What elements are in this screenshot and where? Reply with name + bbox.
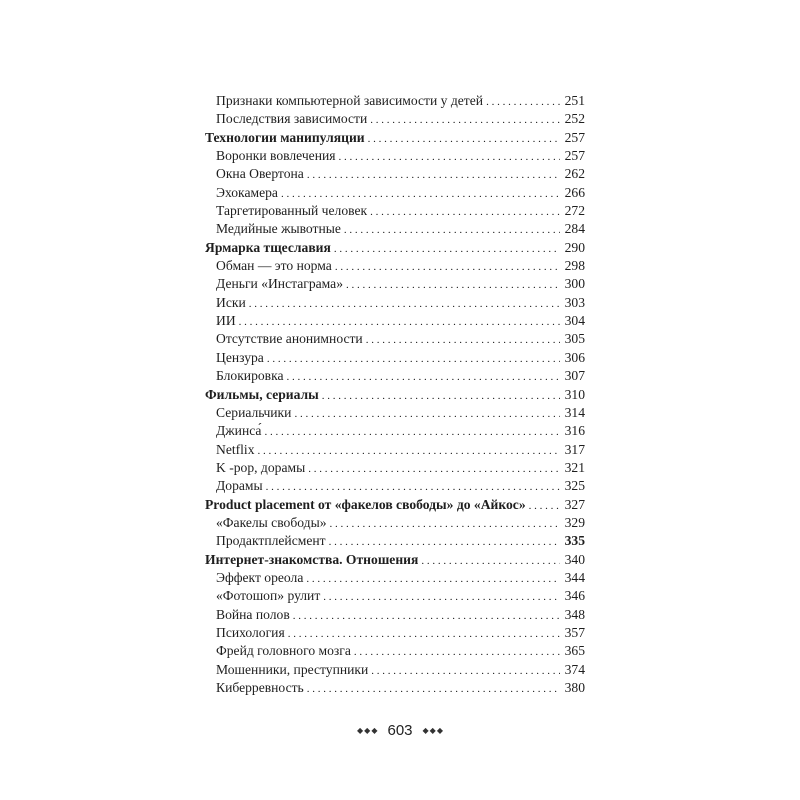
- toc-section-row[interactable]: [205, 514, 585, 532]
- toc-section-row[interactable]: [205, 275, 585, 293]
- toc-page-number: 348: [564, 606, 585, 622]
- toc-entry-title: Сериальчики: [216, 404, 292, 420]
- toc-entry-title: Иски: [216, 294, 246, 310]
- toc-page-number: 346: [564, 588, 585, 604]
- toc-page-number: 344: [564, 569, 585, 585]
- toc-section-row[interactable]: [205, 661, 585, 679]
- toc-page-number: 325: [564, 478, 585, 494]
- dot-leader: [267, 349, 560, 368]
- toc-page-number: 257: [564, 148, 585, 164]
- toc-page-number: 298: [564, 258, 585, 274]
- toc-section-row[interactable]: [205, 312, 585, 330]
- toc-section-row[interactable]: [205, 330, 585, 348]
- toc-entry-title: ИИ: [216, 313, 236, 329]
- toc-page-number: 305: [564, 331, 585, 347]
- toc-entry-title: Блокировка: [216, 368, 284, 384]
- toc-page-number: 327: [564, 496, 585, 512]
- toc-section-row[interactable]: [205, 587, 585, 605]
- toc-entry-title: Цензура: [216, 349, 264, 365]
- dot-leader: [329, 532, 560, 551]
- toc-page-number: 272: [564, 203, 585, 219]
- toc-page-number: 310: [564, 386, 585, 402]
- toc-page-number: 314: [564, 404, 585, 420]
- toc-entry-title: Обман — это норма: [216, 258, 332, 274]
- dot-leader: [370, 202, 560, 221]
- dot-leader: [294, 404, 560, 423]
- dot-leader: [344, 220, 560, 239]
- toc-section-row[interactable]: [205, 679, 585, 697]
- toc-section-row[interactable]: [205, 184, 585, 202]
- toc-entry-title: Ярмарка тщеславия: [205, 239, 331, 255]
- toc-page-number: 307: [564, 368, 585, 384]
- dot-leader: [354, 642, 560, 661]
- dot-leader: [264, 422, 560, 441]
- toc-page-number: 306: [564, 349, 585, 365]
- toc-page-number: 266: [564, 184, 585, 200]
- toc-chapter-row[interactable]: [205, 386, 585, 404]
- toc-section-row[interactable]: [205, 459, 585, 477]
- page-footer: [0, 722, 800, 739]
- dot-leader: [288, 624, 560, 643]
- dot-leader: [307, 679, 560, 698]
- toc-section-row[interactable]: [205, 422, 585, 440]
- toc-entry-title: K -pop, дорамы: [216, 459, 306, 475]
- toc-entry-title: Интернет-знакомства. Отношения: [205, 551, 419, 567]
- dot-leader: [529, 496, 560, 515]
- toc-section-row[interactable]: [205, 624, 585, 642]
- toc-section-row[interactable]: [205, 642, 585, 660]
- toc-chapter-row[interactable]: [205, 129, 585, 147]
- toc-page-number: 252: [564, 111, 585, 127]
- toc-chapter-row[interactable]: [205, 551, 585, 569]
- toc-entry-title: Product placement от «факелов свободы» до «Айкос»: [205, 496, 526, 512]
- toc-entry-title: Отсутствие анонимности: [216, 331, 363, 347]
- toc-section-row[interactable]: [205, 532, 585, 550]
- toc-entry-title: Окна Овертона: [216, 166, 304, 182]
- toc-page-number: 340: [564, 551, 585, 567]
- dot-leader: [421, 551, 560, 570]
- dot-leader: [308, 459, 560, 478]
- toc-entry-title: Медийные жывотные: [216, 221, 341, 237]
- table-of-contents: [205, 92, 585, 697]
- dot-leader: [334, 239, 560, 258]
- toc-page-number: 321: [564, 459, 585, 475]
- toc-page-number: 300: [564, 276, 585, 292]
- dot-leader: [323, 587, 560, 606]
- dot-leader: [322, 386, 560, 405]
- toc-page-number: 284: [564, 221, 585, 237]
- diamond-ornament-right-icon: ◆ ◆ ◆: [422, 725, 443, 735]
- toc-entry-title: «Факелы свободы»: [216, 514, 327, 530]
- toc-page-number: 251: [564, 93, 585, 108]
- dot-leader: [371, 661, 560, 680]
- dot-leader: [370, 110, 560, 129]
- toc-entry-title: Война полов: [216, 606, 290, 622]
- toc-entry-title: Джинса́: [216, 423, 262, 439]
- dot-leader: [486, 92, 560, 111]
- toc-section-row[interactable]: [205, 349, 585, 367]
- toc-section-row[interactable]: [205, 477, 585, 495]
- toc-section-row[interactable]: [205, 569, 585, 587]
- dot-leader: [368, 129, 560, 148]
- toc-page-number: 262: [564, 166, 585, 182]
- toc-section-row[interactable]: [205, 367, 585, 385]
- toc-page-number: 365: [564, 643, 585, 659]
- toc-entry-title: Воронки вовлечения: [216, 148, 336, 164]
- diamond-ornament-left-icon: ◆ ◆ ◆: [357, 725, 378, 735]
- dot-leader: [306, 569, 560, 588]
- dot-leader: [266, 477, 560, 496]
- toc-page-number: 303: [564, 294, 585, 310]
- toc-section-row[interactable]: [205, 257, 585, 275]
- toc-entry-title: Netflix: [216, 441, 255, 457]
- toc-entry-title: Последствия зависимости: [216, 111, 368, 127]
- toc-section-row[interactable]: [205, 92, 585, 110]
- toc-chapter-row[interactable]: [205, 239, 585, 257]
- toc-section-row[interactable]: [205, 606, 585, 624]
- toc-entry-title: Киберревность: [216, 680, 304, 695]
- toc-section-row[interactable]: [205, 294, 585, 312]
- toc-section-row[interactable]: [205, 404, 585, 422]
- toc-section-row[interactable]: [205, 165, 585, 183]
- toc-section-row[interactable]: [205, 110, 585, 128]
- dot-leader: [346, 275, 560, 294]
- toc-entry-title: Фрейд головного мозга: [216, 643, 351, 659]
- dot-leader: [366, 330, 560, 349]
- toc-section-row[interactable]: [205, 147, 585, 165]
- toc-page-number: 380: [564, 680, 585, 695]
- toc-entry-title: Эффект ореола: [216, 569, 304, 585]
- dot-leader: [258, 441, 560, 460]
- dot-leader: [249, 294, 560, 313]
- dot-leader: [335, 257, 560, 276]
- toc-page-number: 335: [564, 533, 585, 549]
- toc-page-number: 290: [564, 239, 585, 255]
- toc-entry-title: Признаки компьютерной зависимости у детей: [216, 93, 484, 108]
- dot-leader: [307, 165, 560, 184]
- dot-leader: [239, 312, 560, 331]
- toc-entry-title: Продактплейсмент: [216, 533, 326, 549]
- toc-chapter-row[interactable]: [205, 496, 585, 514]
- toc-entry-title: Таргетированный человек: [216, 203, 368, 219]
- toc-entry-title: Мошенники, преступники: [216, 661, 369, 677]
- toc-page-number: 304: [564, 313, 585, 329]
- page-number: 603: [387, 722, 413, 739]
- toc-entry-title: Деньги «Инстаграма»: [216, 276, 344, 292]
- dot-leader: [287, 367, 560, 386]
- dot-leader: [330, 514, 560, 533]
- toc-page-number: 317: [564, 441, 585, 457]
- toc-entry-title: Фильмы, сериалы: [205, 386, 319, 402]
- toc-page-number: 374: [564, 661, 585, 677]
- dot-leader: [281, 184, 560, 203]
- dot-leader: [339, 147, 560, 166]
- toc-page-number: 316: [564, 423, 585, 439]
- toc-entry-title: «Фотошоп» рулит: [216, 588, 321, 604]
- toc-section-row[interactable]: [205, 441, 585, 459]
- toc-page-number: 329: [564, 514, 585, 530]
- toc-page-number: 257: [564, 129, 585, 145]
- toc-entry-title: Дорамы: [216, 478, 263, 494]
- toc-section-row[interactable]: [205, 220, 585, 238]
- dot-leader: [293, 606, 560, 625]
- toc-entry-title: Эхокамера: [216, 184, 278, 200]
- toc-entry-title: Психология: [216, 624, 285, 640]
- toc-entry-title: Технологии манипуляции: [205, 129, 365, 145]
- toc-page-number: 357: [564, 624, 585, 640]
- toc-section-row[interactable]: [205, 202, 585, 220]
